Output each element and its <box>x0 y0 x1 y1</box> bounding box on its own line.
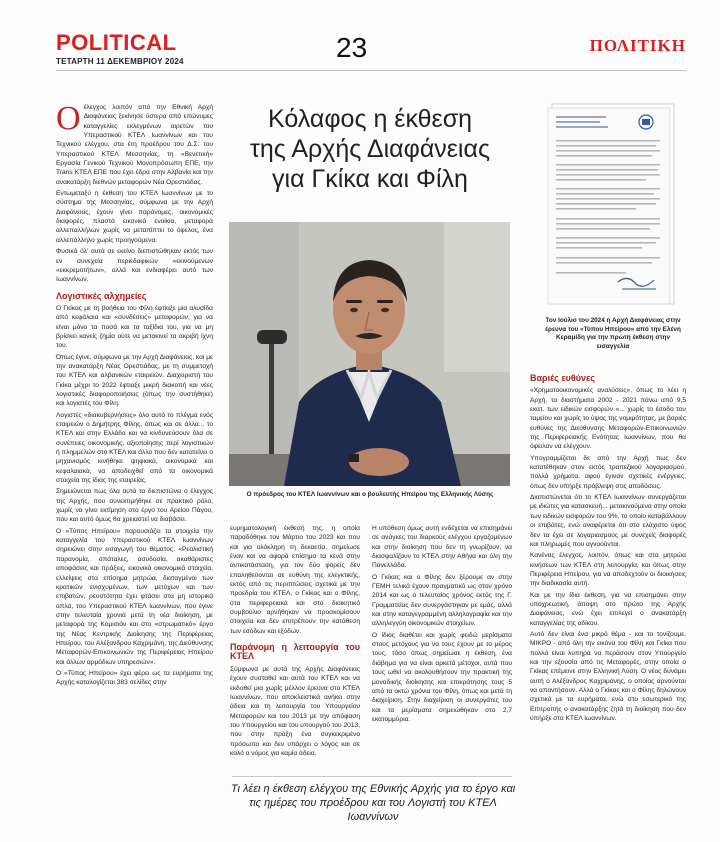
paragraph: Φυσικά όλ' αυτά σε εκείνο διεπιστώθηκαν εκτός των εν συνεχεία περιεδαφικών «εκινούμενων «εκκρεμοτήτων», αλλά και ενδιαφέρει αυτό των Ιωαννίνων. <box>56 248 213 284</box>
paragraph: Η υπόθεση όμως αυτή ενδέχεται να επισημάνει σε ανάγκες του διαρκούς ελέγχου εργαζομένων και στην διοίκηση που δεν τη γνωρίζουν, να διασφαλίζουν το ΚΤΕΛ στην Αθήνα και όλη την Πανελλάδα. <box>372 525 512 570</box>
paragraph: Κανένας έλεγχος, λοιπόν, όπως και στα μητρώα κινήσεων των ΚΤΕΛ στη λειτουργία, και όπως στην Περιφέρεια Ηπείρου, για να αποδεχτούν οι διοικήσεις την διαδικασία αυτή. <box>530 552 686 588</box>
paragraph: Ο Γκίκας και ο Φίλης δεν ξέρουμε αν στην ΓΕΜΗ τελικά έχουν πραγματικό ως στον χρόνο 2014 και ως ο τελευταίος χρόνος εκτός της Γ. Γραμματείας δεν συνεργάστηκαν με εμάς, αλλά και στην καταγεγραμμένη αλληλογραφία και την αλληλεγγύη οικονομικών στοιχείων. <box>372 573 512 628</box>
paragraph: Ο «Τύπος Ηπείρου» έχει φέρει ως τα ευρήματα της Αρχής καταλογίζεται 383 σελίδες στην <box>56 669 213 687</box>
headline-line-2: της Αρχής Διαφάνειας <box>249 135 490 163</box>
article-column-2 <box>230 524 360 760</box>
article-column-4 <box>530 367 686 725</box>
section-label-political: POLITICAL <box>56 30 177 55</box>
paragraph: «Χρηματοοικονομικές αναλύσεις», όπως το λέει η Αρχή, τα διαστήματα 2002 - 2021 πάνω από 9,5 εκατ. των ειδικών εισφορών «... χωρίς το έσοδο του ταμείου και χωρίς το ύψος της νομιμότητας, με βαριές ευθύνες της Διεύθυνσης Μεταφορών-Επικοινωνιών της Περιφερειακής Ενότητας Ιωαννίνων, που θα όφειλαν να ελέγχουν. <box>530 387 686 451</box>
paragraph: Και με την ίδια έκθεση, για να επισημάνει στην υποχρεωτική, άποψη στο πρώτο της Αρχής Διαφάνειας, ενώ έχει επιλεγεί ο ανακατάρξη καταγγελίας της αδίκου. <box>530 591 686 627</box>
paragraph: Όπως έγινε, σύμφωνα με την Αρχή Διαφάνειας, και με την ανακατάρξη Νέας Ορεστιάδας, με τη συμμετοχή του ΚΤΕΛ και αλβανικών εταιρειών. Διαχειριστή του Γκίκα μέχρι το 2022 έφτιαξε μικρή διακοπή και νέες λογιστικές διαφοροποιήσεις (όπως την συστήθηκε) και λογιστές του Φίλη. <box>56 353 213 408</box>
paragraph: Ο Γκίκας με τη βοήθεια του Φίλη έφτιαξε μια αλυσίδα από κεφάλαια και «συνδέσεις» μεταφορών, για να είναι μόνο τα ποσά και τα ταξίδια του, για να μη βρίσκει κανείς ζημία ούτε να μετακινεί τα ακριβή ίχνη του. <box>56 304 213 350</box>
article-column-3 <box>372 524 512 726</box>
document-page-icon <box>538 100 688 307</box>
pull-quote: Τι λέει η έκθεση ελέγχου της Εθνικής Αρχής για το έργο και τις ημέρες του προέδρου και του Λογιστή του ΚΤΕΛ Ιωαννίνων <box>230 783 516 823</box>
paragraph: Λογιστές «διακυβερνήσεις» όλο αυτό το πλέγμα ενός εταιρειών ο Δημήτρης Φίλης, όπως και σε άλλα... το ΚΤΕΛ και στην Ελλάδα και να κινδυνεύσουν όλα σε συνέπειες οικονομικής, αξιοποίησης περί λογιστικών ή πλημμελών στο ΚΤΕΛ και άλλο που δεν κατατείνει ο μηχανισμός κινήθηκε ψηφιακά, οικονομικά και κεφαλαιακά, να αποδειχθεί από τα οικονομικά στοιχεία της ίδιας της εταιρείας. <box>56 411 213 485</box>
paragraph: Ο «Τύπος Ηπείρου» παρουσιάζει τα στοιχεία την καταγγελία του Υπεραστικού ΚΤΕΛ Ιωαννίνων σημειώνει στην εισαγωγή του θέματος: «Ρεαλιστική παρανομία, σπάταλες, ασυδοσία, ακαθάριστες αποφάσεις και πράξεις, εικονικά οικονομικά στοιχεία, ελλείψεις στα επίσημα μητρώα, διαταγμένοι των κρατικών ενισχυμένων, των μετόχων και των επιβατών, ρευστότητα έχει φτάσει στα μη ιστορικά απλά, του Υπεραστικού ΚΤΕΛ Ιωαννίνων, που έγινε στην τελευταία χρονιά μετά τη νέα διοίκηση, με μεταφορά της Κομισιόν και στο «στρωματικό» έργο της Νέας Κεντρικής Διοίκησης της Περιφέρειας Ηπείρου, του Αλέξανδρου Καχριμάνη, της Διεύθυνσης Μεταφορών-Επικοινωνιών της Περιφέρειας Ηπείρου και άλλων αρμόδιων υπηρεσιών». <box>56 527 213 666</box>
document-thumbnail <box>538 100 688 307</box>
header-divider <box>56 70 686 71</box>
subheading-illegal-operation: Παράνομη η λειτουργία του ΚΤΕΛ <box>230 642 360 662</box>
paragraph: Διαπιστώνεται ότι το ΚΤΕΛ Ιωαννίνων συνεργάζεται με ιδιώτες για κατασκευή... μετακινούμενα στην οποία των ειδικών εισφορών του 9%, το οποίο καταβάλλουν οι επιβάτες, ενώ αναφέρεται ότι στο ελάχιστο ύψος δεν τα έχει σε λογαριασμούς με συνεχείς διαφορές και πληρωμές που αγνοούνται. <box>530 494 686 548</box>
subheading-heavy-responsibilities: Βαριές ευθύνες <box>530 373 595 383</box>
paragraph: έλεγχος λοιπόν από την Εθνική Αρχή Διαφάνειας ξεκίνησε ύστερα από επώνυμες καταγγελίες εκλεγμένων αιρετών του Υπεραστικού ΚΤΕΛ Ιωαννίνων και του Τεχνικού ελέγχου, στα έτη προέδρου του Δ.Σ. του Υπεραστικού ΚΤΕΛ Μεσσηνίας, τη «Βενετική» Εργασία Γενικού Τεχνικού Μονοπρόσωπη ΕΠΕ, την Trans ΚΤΕΛ ΕΠΕ που έχει έδρα στην Αλβανία και την ανακατάρξη διεθνών μεταφορών Νέα Ορεστιάδας. <box>56 104 213 186</box>
man-portrait-illustration <box>229 222 510 486</box>
paragraph: Εντωμεταξύ η έκθεση του ΚΤΕΛ Ιωαννίνων με το σύστημα της Μεσσηνίας, σύμφωνα με την Αρχή Διαφάνειας, έχουν γίνει παράνομες, οικονομικές διαφορές, πλαστά εικονικά ενοίκια, μεταφορά αλλεπαλλήλων χωρίς να μεταπίπτει το όφελος, ένα αλλεπάλληλο χωρίς προηγούμενα. <box>56 190 213 244</box>
paragraph: Υπογραμμίζεται δε από την Αρχή πως δεν κατατέθηκαν στον εκτός τραπεζικού λογαριασμού, πολλά χρήματα, αφού έγιναν σχετικές ενέργειες, όπως δεν υπήρξε πρόβλεψη στις αποδόσεις. <box>530 454 686 490</box>
headline-line-1: Κόλαφος η έκθεση <box>267 105 473 133</box>
paragraph: Σύμφωνα με αυτά της Αρχής Διαφάνειας έχουν συσταθεί και αυτά του ΚΤΕΛ και να εκδοθεί μια χωρίς μέλλον έρευνα στο ΚΤΕΛ Ιωαννίνων, που αποκλειστικά ανήκει στην άδεια και τη λειτουργία του Υπουργείου Μεταφορών και του 2013 με την απόφαση του Υπουργείου και του υπουργού του 2013, που στην πράξη ένα συγκεκριμένο πρόσωπο και δεν υπάρχει ο λόγος και σε καλό ο νόμος για καμία άδεια. <box>230 665 360 757</box>
article-photo <box>229 222 510 486</box>
paragraph: Σημειώνεται πως όλα αυτά τα διεπιστώνει ο έλεγχος της Αρχής, που συνεκτιμήθηκε σε πρακτικό ρόλο, χωρίς να γίνει εκτίμηση στο έργο του Αρείου Πάγου, που και αυτό όμως θα χρειαστεί να διαβάσει. <box>56 488 213 524</box>
drop-cap: Ο <box>56 100 81 137</box>
pull-quote-divider <box>232 776 512 777</box>
photo-caption: Ο πρόεδρος του ΚΤΕΛ Ιωαννίνων και ο βουλευτής Ηπείρου της Ελληνικής Λύσης <box>246 491 494 498</box>
page-number: 23 <box>336 32 368 63</box>
paragraph: ευρηματολογική έκθεσή της, η οποία παραδόθηκε τον Μάρτιο του 2023 και που και για ολόκληρη τη δεκαετία, σημείωσε έναν και να αφορά επίσημα τα κενά στην αντικατάσταση, για τον δύο φορείς δεν επαληθεύονται σε ευθύνη της ελεγκτικής, εκτός από τις περιπτώσεις σχετικά με την προεδρία του ΚΤΕΛ, ο Γκίκας και ο Φίλης, στα περιφερειακά και στο διοικητικό συμβούλιο αρνήθηκαν να προσκομίσουν στοιχεία και δεν επιτρέπουν την κατάθεση των εσόδων και εξόδων. <box>230 525 360 635</box>
section-label-politiki: ΠΟΛΙΤΙΚΗ <box>589 36 686 55</box>
headline-line-3: για Γκίκα και Φίλη <box>272 165 468 193</box>
paragraph: Αυτό δεν είναι ένα μικρό θέμα - και το τονίζουμε, ΜΙΚΡΟ - από όλη την εικόνα του Φίλη και Γκίκα που πολλά είναι λυπηρά να περάσουν στον Υπουργείο και την εξουσία από τις Μεταφορές, στην οποία ο Γκίκας επέμεινε στην Ελληνική Λύση. Ο νέος δυνάμει αυτή ο Αλέξανδρος Καχριμάνης, ο οποίος αρνούνται να απαντήσουν. Αλλά ο Γκίκας και ο Φίλης δηλώνουν σχετικά με τα ευρήματα, ενώ στο εσωτερικό της Επιτροπής ο ανακατάρξης ζητά τη διοίκηση που δεν υπήρξε στα ΚΤΕΛ Ιωαννίνων. <box>530 630 686 723</box>
subheading-accounting: Λογιστικές αλχημείες <box>56 290 147 301</box>
document-caption: Τον Ιούλιο του 2024 η Αρχή Διαφάνειας στην έρευνα του «Τύπου Ηπείρου» από την Ελένη Κεραμίδη για την πρώτη έκθεση στην εισαγγελία <box>545 317 681 350</box>
paragraph: Ο ίδιος διαθέτει και χωρίς φειδώ μερίσματα στους μετόχους για να τους έχουν με το μέρος τους, τόσο όπως σημείωσε η έκθεση, ένα διάβημα για να είναι αρκετά μέτοχοι, αυτά που τους ωθεί να ακολουθήσουν την πρακτική της μοναδικής διοίκησης και επικράτησης τους 5 από τα οκτώ χρόνια του Φίλη, όπως και μετά τη διαχείριση. Στην διαχείριση οι συνεργάτες του και τα μερίσματα σημειώθηκαν στο 2,7 εκατομμύρια. <box>372 631 512 723</box>
issue-date: ΤΕΤΑΡΤΗ 11 ΔΕΚΕΜΒΡΙΟΥ 2024 <box>56 57 184 66</box>
article-headline <box>230 104 510 194</box>
article-column-1 <box>56 100 213 690</box>
